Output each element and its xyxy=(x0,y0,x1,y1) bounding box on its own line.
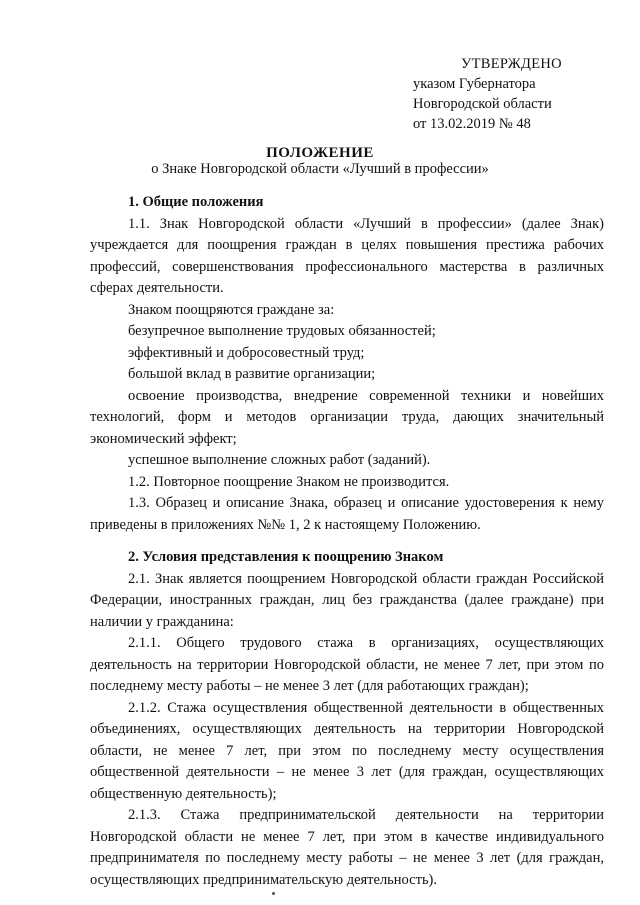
approval-title: УТВЕРЖДЕНО xyxy=(461,56,562,72)
scan-speck xyxy=(272,892,275,895)
paragraph-2-1-2: 2.1.2. Стажа осуществления общественной деятельности в общественных объединениях, осуществляющих деятельность на территории Новгородской области, не менее 7 лет, при этом по последнему месту осуществления общественной деятельности – не менее 3 лет (для граждан, осуществляющих общественную деятельность); xyxy=(90,699,604,802)
approval-stamp-block xyxy=(413,54,562,134)
section-1-heading: 1. Общие положения xyxy=(128,194,264,210)
document-subtitle: о Знаке Новгородской области «Лучший в профессии» xyxy=(151,161,489,177)
paragraph-1-2: 1.2. Повторное поощрение Знаком не производится. xyxy=(128,473,450,490)
paragraph-2-1-3: 2.1.3. Стажа предпринимательской деятельности на территории Новгородской области не менее 7 лет, при этом в качестве индивидуального предпринимателя по последнему месту работы – не менее 3 лет (для граждан, осуществляющих предпринимательскую деятельность). xyxy=(90,807,604,888)
section-gap xyxy=(90,536,604,547)
approval-line-3: от 13.02.2019 № 48 xyxy=(413,116,531,132)
paragraph-1-3: 1.3. Образец и описание Знака, образец и описание удостоверения к нему приведены в приложениях №№ 1, 2 к настоящему Положению. xyxy=(90,495,604,533)
paragraph-1-1: 1.1. Знак Новгородской области «Лучший в профессии» (далее Знак) учреждается для поощрения граждан в целях повышения престижа рабочих профессий, совершенствования профессионального мастерства в различных сферах деятельности. xyxy=(90,215,604,296)
paragraph-2-1: 2.1. Знак является поощрением Новгородской области граждан Российской Федерации, иностранных граждан, лиц без гражданства (далее граждане) при наличии у гражданина: xyxy=(90,570,604,630)
document-body xyxy=(90,192,604,891)
document-title: ПОЛОЖЕНИЕ xyxy=(266,145,374,161)
paragraph-intro: Знаком поощряются граждане за: xyxy=(128,301,335,318)
approval-line-2: Новгородской области xyxy=(413,96,552,112)
list-item: освоение производства, внедрение современной техники и новейших технологий, форм и методов организации труда, дающих значительный экономический эффект; xyxy=(90,387,604,447)
list-item: большой вклад в развитие организации; xyxy=(128,366,376,382)
list-item: эффективный и добросовестный труд; xyxy=(128,344,365,361)
list-item: успешное выполнение сложных работ (заданий). xyxy=(128,452,431,468)
list-item: безупречное выполнение трудовых обязанностей; xyxy=(128,323,436,339)
section-2-heading: 2. Условия представления к поощрению Знаком xyxy=(128,549,444,565)
approval-line-1: указом Губернатора xyxy=(413,76,536,92)
paragraph-2-1-1: 2.1.1. Общего трудового стажа в организациях, осуществляющих деятельность на территории Новгородской области, не менее 7 лет, при этом по последнему месту работы – не менее 3 лет (для работающих граждан); xyxy=(90,635,604,694)
